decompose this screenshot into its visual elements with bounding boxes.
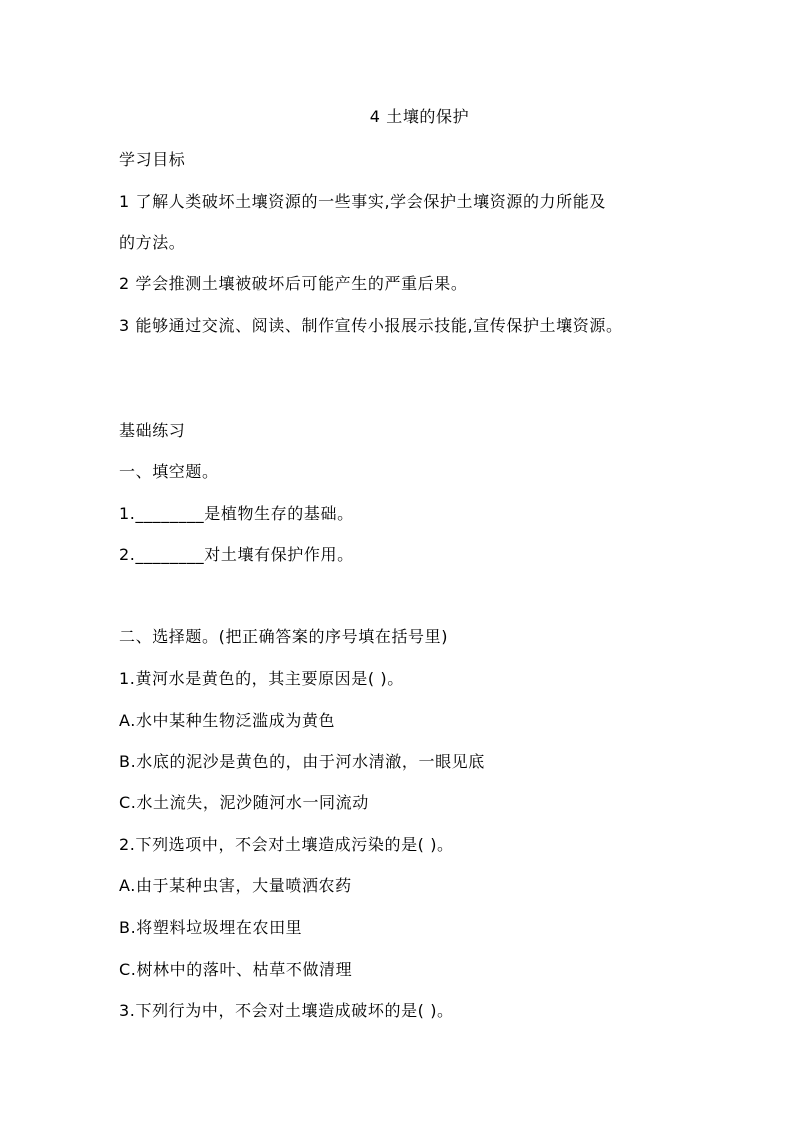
question-1-option-c: C.水土流失，泥沙随河水一同流动 xyxy=(119,793,369,812)
question-1-stem: 1.黄河水是黄色的，其主要原因是( )。 xyxy=(119,669,404,688)
goal-line-2: 的方法。 xyxy=(119,233,186,252)
question-2-option-b: B.将塑料垃圾埋在农田里 xyxy=(119,918,303,937)
question-1-option-b: B.水底的泥沙是黄色的，由于河水清澈，一眼见底 xyxy=(119,752,485,771)
question-3-stem: 3.下列行为中，不会对土壤造成破坏的是( )。 xyxy=(119,1001,454,1020)
question-2-option-a: A.由于某种虫害，大量喷洒农药 xyxy=(119,876,352,895)
goal-line-3: 2 学会推测土壤被破坏后可能产生的严重后果。 xyxy=(119,274,468,293)
goals-heading: 学习目标 xyxy=(119,150,186,169)
choice-section-heading: 二、选择题。(把正确答案的序号填在括号里) xyxy=(119,627,449,646)
goal-line-4: 3 能够通过交流、阅读、制作宣传小报展示技能,宣传保护土壤资源。 xyxy=(119,316,623,335)
fill-item-1: 1.________是植物生存的基础。 xyxy=(119,504,354,523)
practice-heading: 基础练习 xyxy=(119,421,186,440)
question-2-stem: 2.下列选项中，不会对土壤造成污染的是( )。 xyxy=(119,835,454,854)
fill-item-2: 2.________对土壤有保护作用。 xyxy=(119,545,354,564)
fill-section-heading: 一、填空题。 xyxy=(119,462,219,481)
question-1-option-a: A.水中某种生物泛滥成为黄色 xyxy=(119,711,336,730)
document-title: 4 土壤的保护 xyxy=(369,107,470,126)
goal-line-1: 1 了解人类破坏土壤资源的一些事实,学会保护土壤资源的力所能及 xyxy=(119,192,606,211)
question-2-option-c: C.树林中的落叶、枯草不做清理 xyxy=(119,960,353,979)
